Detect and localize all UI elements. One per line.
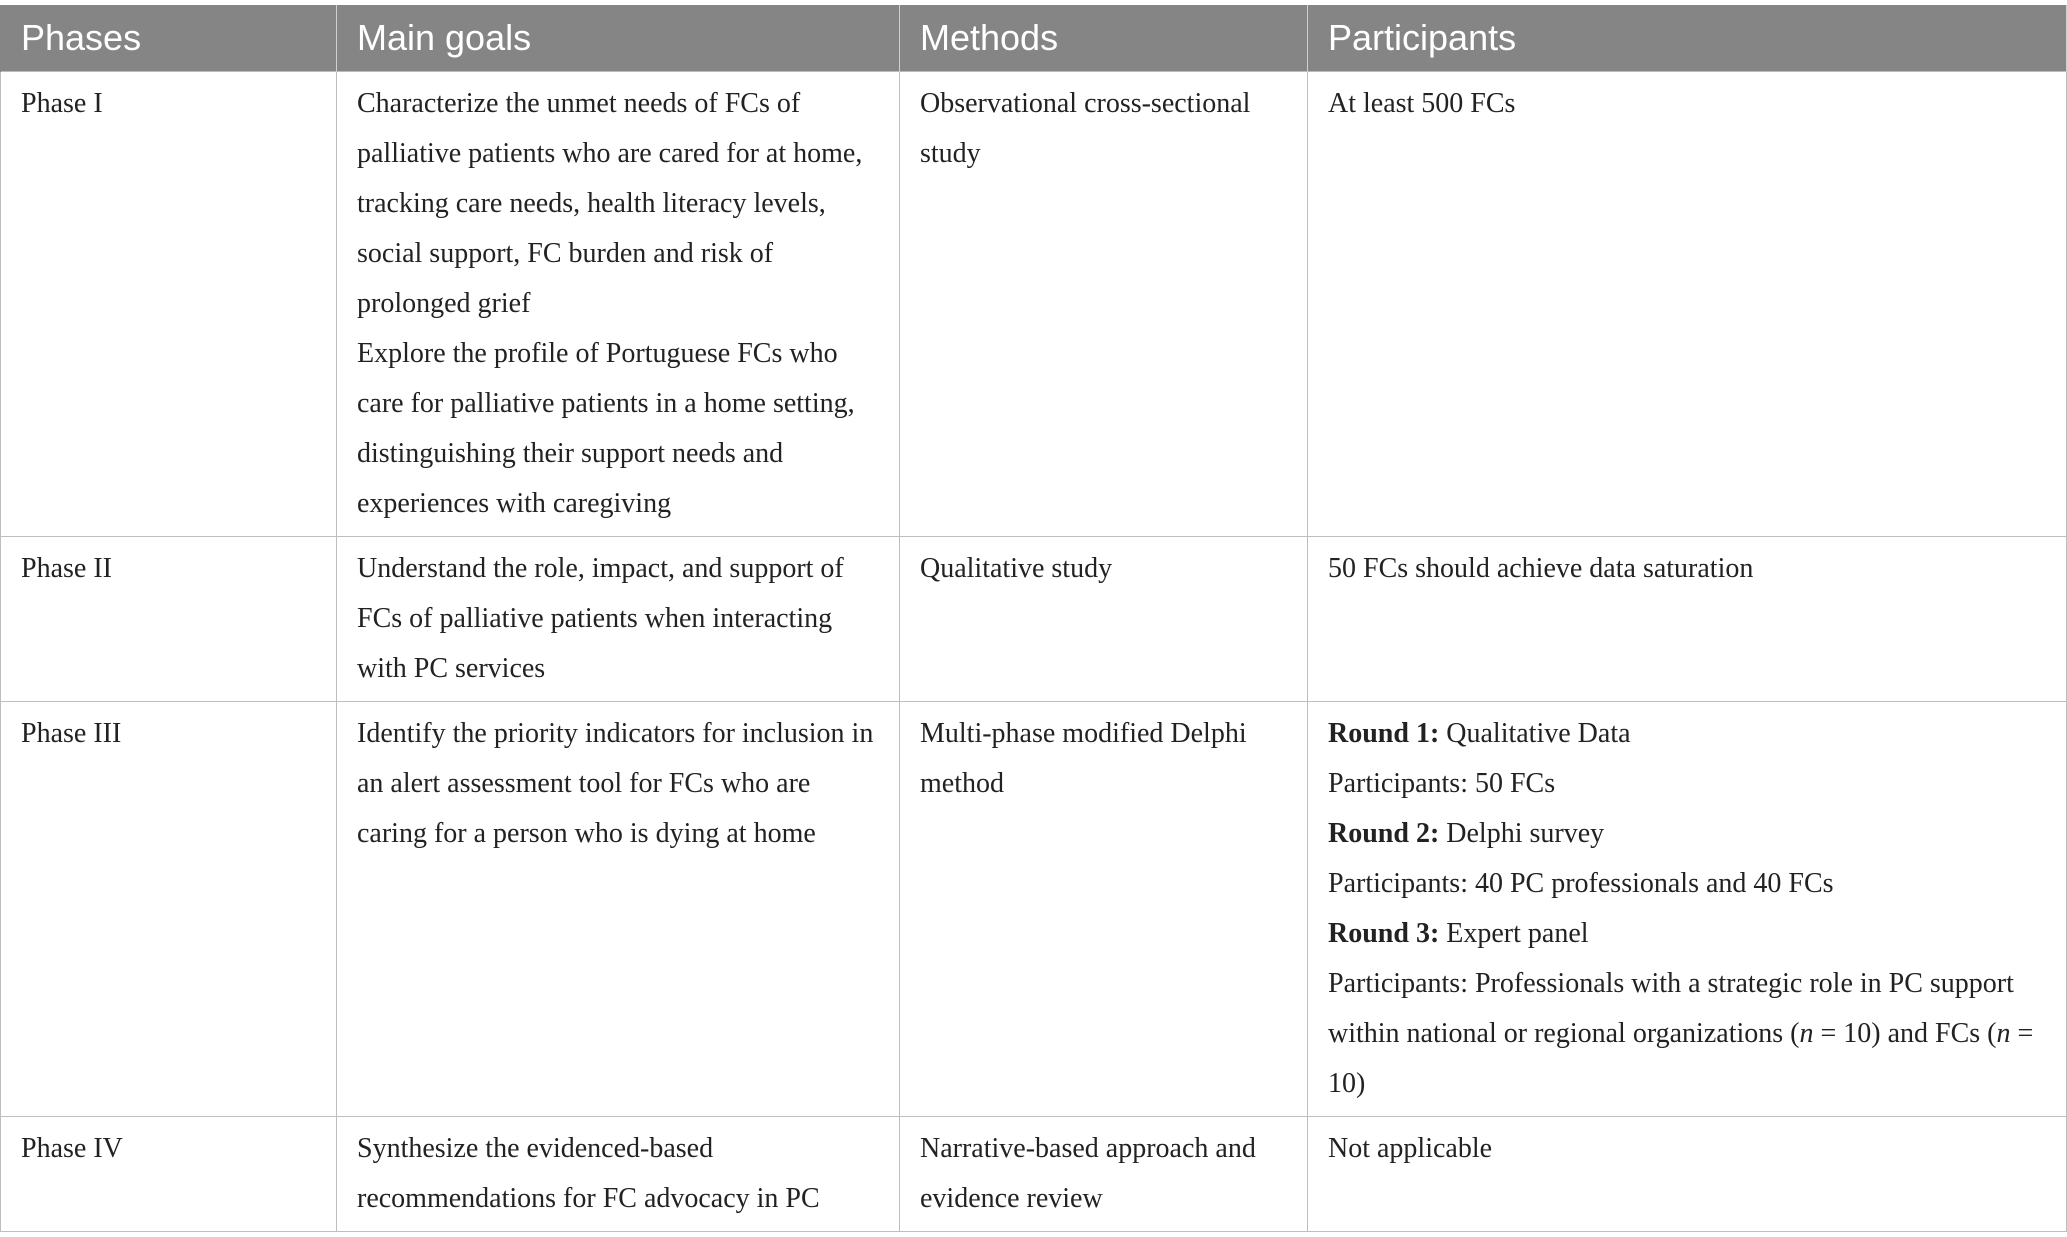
round-3-detail-b: = 10) and FCs ( [1813,1018,1997,1049]
round-1-line [1328,709,2046,759]
table-row-phase-3 [1,702,2067,1117]
goal-text: Understand the role, impact, and support of FCs of palliative patients when interacting with PC services [357,553,844,684]
phase-cell: Phase IV [1,1117,337,1232]
participants-cell: At least 500 FCs [1308,72,2067,537]
table-row-phase-2 [1,537,2067,702]
table-row-phase-4 [1,1117,2067,1232]
round-2-line [1328,809,2046,859]
round-3-n2: n [1996,1018,2011,1049]
participants-cell [1308,702,2067,1117]
goals-cell [337,702,900,1117]
header-participants: Participants [1308,5,2067,72]
phase-cell: Phase II [1,537,337,702]
table-header-row [1,5,2067,72]
participants-cell: Not applicable [1308,1117,2067,1232]
header-methods: Methods [900,5,1308,72]
goal-text: Identify the priority indicators for inclusion in an alert assessment tool for FCs who are caring for a person who is dying at home [357,718,874,849]
goals-cell [337,537,900,702]
method-cell: Narrative-based approach and evidence review [900,1117,1308,1232]
method-cell: Observational cross-sectional study [900,72,1308,537]
round-1-detail: Participants: 50 FCs [1328,768,1556,799]
goal-text: Characterize the unmet needs of FCs of palliative patients who are cared for at home, tracking care needs, health literacy levels, social support, FC burden and risk of prolonged grief [357,88,863,319]
round-2-title: Delphi survey [1446,818,1605,849]
study-phases-table [0,5,2067,1232]
round-2-detail: Participants: 40 PC professionals and 40 FCs [1328,868,1834,899]
table-row-phase-1 [1,72,2067,537]
round-3-title: Expert panel [1446,918,1589,949]
goals-cell [337,72,900,537]
round-3-line [1328,909,2046,959]
header-phases: Phases [1,5,337,72]
method-cell: Qualitative study [900,537,1308,702]
round-3-n1: n [1799,1018,1814,1049]
round-3-detail-a: Participants: Professionals with a strategic role in PC support within national or regional organizations ( [1328,968,2014,1049]
round-1-title: Qualitative Data [1446,718,1631,749]
round-3-detail [1328,959,2046,1109]
round-1-label: Round 1: [1328,718,1440,749]
round-3-label: Round 3: [1328,918,1440,949]
phase-cell: Phase III [1,702,337,1117]
study-phases-table-container [0,5,2067,1232]
goal-text: Synthesize the evidenced-based recommendations for FC advocacy in PC [357,1133,820,1214]
round-3-detail-c: = 10) [1328,1018,2034,1099]
participants-cell: 50 FCs should achieve data saturation [1308,537,2067,702]
method-cell: Multi-phase modified Delphi method [900,702,1308,1117]
phase-cell: Phase I [1,72,337,537]
round-2-label: Round 2: [1328,818,1440,849]
goal-text: Explore the profile of Portuguese FCs who care for palliative patients in a home setting, distinguishing their support needs and experiences with caregiving [357,338,855,519]
header-main-goals: Main goals [337,5,900,72]
goals-cell [337,1117,900,1232]
